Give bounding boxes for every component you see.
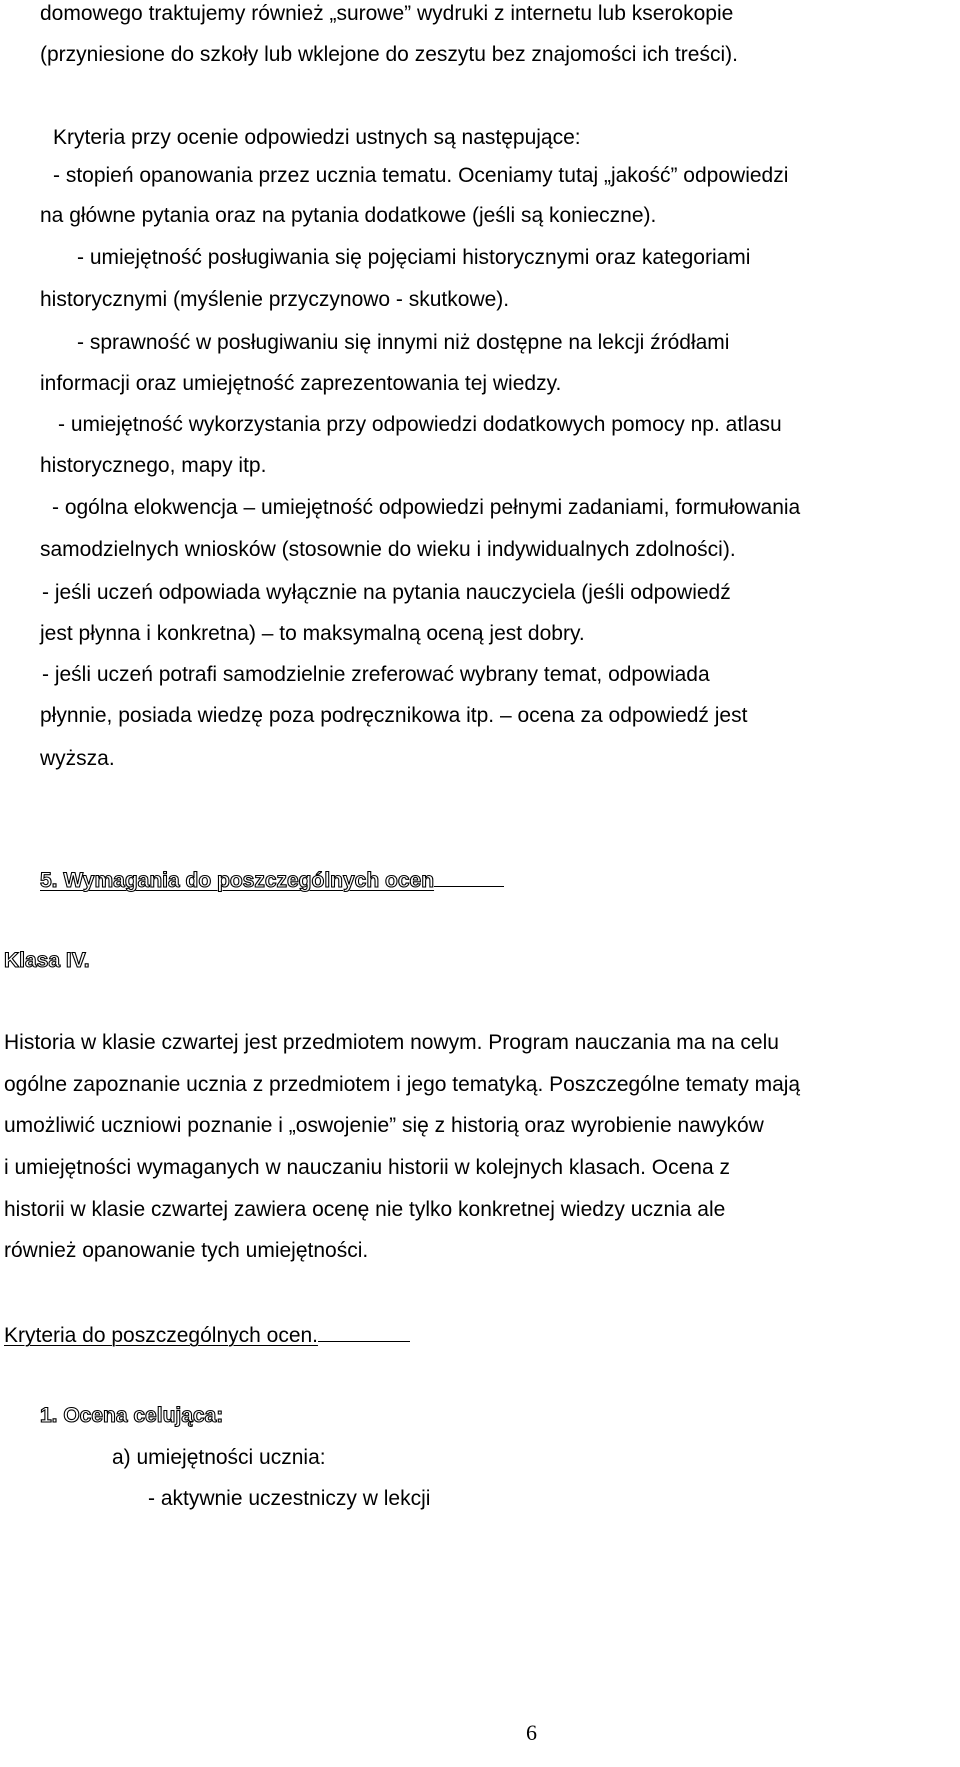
class-4-paragraph-line: i umiejętności wymaganych w nauczaniu historii w kolejnych klasach. Ocena z [4, 1156, 730, 1179]
heading-underline-rule [318, 1321, 410, 1342]
oral-criteria-line: - jeśli uczeń potrafi samodzielnie zreferować wybrany temat, odpowiada [42, 663, 710, 686]
heading-underline-rule [434, 866, 504, 887]
oral-criteria-line: historycznego, mapy itp. [40, 454, 267, 477]
grade-criteria-heading-text: Kryteria do poszczególnych ocen. [4, 1324, 319, 1347]
grade-1-heading: 1. Ocena celująca: [40, 1404, 224, 1427]
oral-criteria-line: informacji oraz umiejętność zaprezentowania tej wiedzy. [40, 372, 562, 395]
grade-criteria-heading [4, 1321, 410, 1349]
intro-line-1: domowego traktujemy również „surowe” wydruki z internetu lub kserokopie [40, 2, 734, 25]
section-5-heading-text: 5. Wymagania do poszczególnych ocen [40, 869, 435, 892]
intro-line-2: (przyniesione do szkoły lub wklejone do zeszytu bez znajomości ich treści). [40, 43, 738, 66]
oral-criteria-heading: Kryteria przy ocenie odpowiedzi ustnych są następujące: [53, 126, 581, 149]
grade-1-sub-a: a) umiejętności ucznia: [112, 1446, 326, 1469]
section-5-heading [40, 866, 504, 894]
oral-criteria-line: - jeśli uczeń odpowiada wyłącznie na pytania nauczyciela (jeśli odpowiedź [42, 581, 731, 604]
oral-criteria-line: jest płynna i konkretna) – to maksymalną oceną jest dobry. [40, 622, 585, 645]
class-4-paragraph-line: ogólne zapoznanie ucznia z przedmiotem i jego tematyką. Poszczególne tematy mają [4, 1073, 801, 1096]
class-4-heading: Klasa IV. [4, 949, 90, 972]
oral-criteria-line: - umiejętność posługiwania się pojęciami historycznymi oraz kategoriami [77, 246, 751, 269]
oral-criteria-line: wyższa. [40, 747, 115, 770]
oral-criteria-line: płynnie, posiada wiedzę poza podręcznikowa itp. – ocena za odpowiedź jest [40, 704, 748, 727]
oral-criteria-line: samodzielnych wniosków (stosownie do wieku i indywidualnych zdolności). [40, 538, 736, 561]
oral-criteria-line: - ogólna elokwencja – umiejętność odpowiedzi pełnymi zadaniami, formułowania [52, 496, 801, 519]
class-4-paragraph-line: Historia w klasie czwartej jest przedmiotem nowym. Program nauczania ma na celu [4, 1031, 779, 1054]
oral-criteria-line: - sprawność w posługiwaniu się innymi niż dostępne na lekcji źródłami [77, 331, 730, 354]
class-4-paragraph-line: również opanowanie tych umiejętności. [4, 1239, 369, 1262]
page-number: 6 [526, 1720, 537, 1745]
oral-criteria-line: historycznymi (myślenie przyczynowo - skutkowe). [40, 288, 510, 311]
class-4-paragraph-line: umożliwić uczniowi poznanie i „oswojenie” się z historią oraz wyrobienie nawyków [4, 1114, 764, 1137]
class-4-paragraph-line: historii w klasie czwartej zawiera ocenę nie tylko konkretnej wiedzy ucznia ale [4, 1198, 726, 1221]
oral-criteria-line: - stopień opanowania przez ucznia tematu. Oceniamy tutaj „jakość” odpowiedzi [53, 164, 789, 187]
grade-1-item: - aktywnie uczestniczy w lekcji [148, 1487, 431, 1510]
oral-criteria-line: na główne pytania oraz na pytania dodatkowe (jeśli są konieczne). [40, 204, 657, 227]
oral-criteria-line: - umiejętność wykorzystania przy odpowiedzi dodatkowych pomocy np. atlasu [58, 413, 782, 436]
